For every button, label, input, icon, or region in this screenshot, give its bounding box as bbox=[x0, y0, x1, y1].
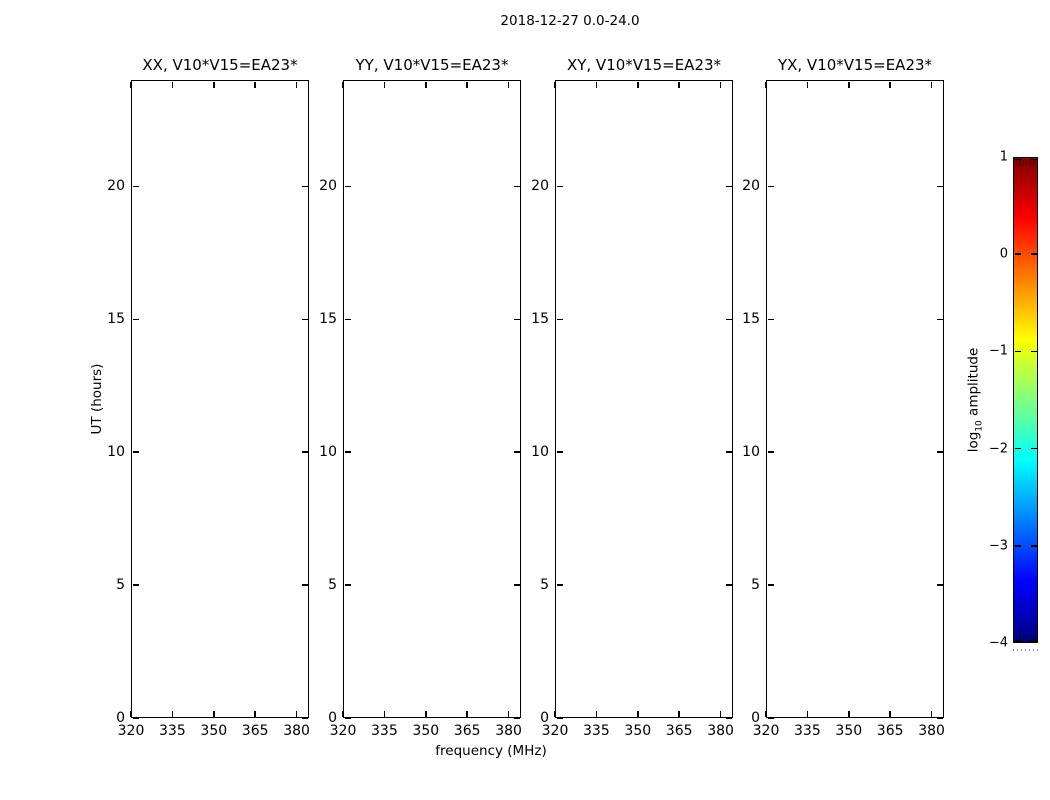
x-tick-mark bbox=[554, 82, 556, 88]
x-tick-mark bbox=[130, 711, 132, 717]
y-tick-label: 15 bbox=[107, 311, 125, 328]
x-tick-mark bbox=[384, 711, 386, 717]
subplot-xy-title: XY, V10*V15=EA23* bbox=[566, 56, 722, 74]
colorbar-tick-label: 1 bbox=[999, 149, 1008, 165]
y-tick-mark bbox=[302, 584, 308, 586]
y-tick-mark bbox=[302, 186, 308, 188]
y-tick-label: 10 bbox=[319, 444, 337, 461]
y-tick-mark bbox=[133, 319, 139, 321]
y-tick-label: 15 bbox=[742, 311, 760, 328]
x-tick-mark bbox=[720, 711, 722, 717]
x-tick-mark bbox=[296, 82, 298, 88]
subplot-xx-axes-frame bbox=[131, 80, 309, 718]
y-tick-label: 20 bbox=[107, 178, 125, 195]
colorbar-tick-mark bbox=[1031, 159, 1037, 161]
y-tick-mark bbox=[557, 584, 563, 586]
y-tick-mark bbox=[514, 451, 520, 453]
x-tick-mark bbox=[213, 82, 215, 88]
x-tick-label: 365 bbox=[876, 723, 904, 739]
y-tick-mark bbox=[726, 186, 732, 188]
x-tick-mark bbox=[931, 711, 933, 717]
x-tick-mark bbox=[889, 711, 891, 717]
y-tick-label: 0 bbox=[116, 710, 125, 726]
x-tick-mark bbox=[342, 82, 344, 88]
x-tick-mark bbox=[254, 82, 256, 88]
x-tick-mark bbox=[130, 82, 132, 88]
x-tick-mark bbox=[765, 711, 767, 717]
x-tick-mark bbox=[637, 711, 639, 717]
subplot-xx-title: XX, V10*V15=EA23* bbox=[142, 56, 298, 74]
y-tick-mark bbox=[557, 186, 563, 188]
x-tick-label: 335 bbox=[583, 723, 610, 739]
x-tick-label: 350 bbox=[624, 723, 652, 739]
y-tick-mark bbox=[768, 186, 774, 188]
y-tick-label: 10 bbox=[531, 444, 549, 461]
colorbar-label-prefix: log bbox=[965, 431, 982, 453]
y-tick-mark bbox=[133, 186, 139, 188]
y-tick-label: 20 bbox=[319, 178, 337, 195]
y-tick-mark bbox=[937, 717, 943, 719]
subplot-xy-axes-frame bbox=[555, 80, 733, 718]
y-tick-mark bbox=[768, 717, 774, 719]
colorbar-tick-mark bbox=[1015, 640, 1021, 642]
colorbar-label-suffix: amplitude bbox=[965, 347, 982, 421]
x-tick-mark bbox=[848, 82, 850, 88]
subplot-xx bbox=[107, 56, 310, 739]
y-tick-mark bbox=[345, 186, 351, 188]
x-tick-mark bbox=[848, 711, 850, 717]
x-tick-label: 365 bbox=[665, 723, 693, 739]
y-tick-mark bbox=[937, 451, 943, 453]
x-tick-mark bbox=[596, 711, 598, 717]
x-tick-mark bbox=[172, 711, 174, 717]
y-tick-mark bbox=[302, 717, 308, 719]
colorbar-tick-mark bbox=[1031, 351, 1037, 353]
x-tick-mark bbox=[425, 711, 427, 717]
x-tick-mark bbox=[678, 711, 680, 717]
x-tick-mark bbox=[637, 82, 639, 88]
subplot-yx bbox=[742, 56, 945, 739]
x-tick-mark bbox=[342, 711, 344, 717]
y-tick-label: 5 bbox=[751, 577, 760, 594]
colorbar-tick-mark bbox=[1015, 545, 1021, 547]
x-tick-mark bbox=[807, 82, 809, 88]
colorbar-label bbox=[966, 348, 985, 453]
y-tick-label: 20 bbox=[742, 178, 760, 195]
y-tick-mark bbox=[726, 451, 732, 453]
x-tick-label: 350 bbox=[200, 723, 228, 739]
colorbar-tick-mark bbox=[1031, 545, 1037, 547]
x-tick-mark bbox=[254, 711, 256, 717]
colorbar-tick-mark bbox=[1015, 351, 1021, 353]
colorbar-tick-label: −3 bbox=[988, 538, 1008, 554]
y-tick-mark bbox=[345, 319, 351, 321]
y-tick-label: 5 bbox=[116, 577, 125, 594]
colorbar-gradient bbox=[1013, 157, 1038, 643]
y-tick-label: 15 bbox=[319, 311, 337, 328]
x-tick-mark bbox=[466, 82, 468, 88]
y-tick-mark bbox=[768, 584, 774, 586]
y-tick-mark bbox=[726, 584, 732, 586]
y-tick-mark bbox=[133, 451, 139, 453]
y-tick-label: 15 bbox=[531, 311, 549, 328]
x-tick-mark bbox=[765, 82, 767, 88]
colorbar bbox=[988, 149, 1038, 651]
x-tick-label: 365 bbox=[453, 723, 481, 739]
y-tick-mark bbox=[557, 319, 563, 321]
y-tick-label: 10 bbox=[107, 444, 125, 461]
x-tick-label: 320 bbox=[752, 723, 780, 739]
y-tick-label: 0 bbox=[751, 710, 760, 726]
x-tick-mark bbox=[807, 711, 809, 717]
x-tick-label: 335 bbox=[159, 723, 186, 739]
y-tick-label: 5 bbox=[540, 577, 549, 594]
x-tick-mark bbox=[466, 711, 468, 717]
subplot-yy bbox=[319, 56, 522, 739]
subplot-yy-title: YY, V10*V15=EA23* bbox=[355, 56, 509, 74]
x-tick-label: 335 bbox=[794, 723, 821, 739]
colorbar-tick-label: −2 bbox=[988, 441, 1008, 457]
x-tick-mark bbox=[508, 711, 510, 717]
x-tick-mark bbox=[720, 82, 722, 88]
x-tick-label: 380 bbox=[707, 723, 734, 739]
colorbar-tick-mark bbox=[1031, 448, 1037, 450]
x-tick-label: 380 bbox=[495, 723, 522, 739]
y-tick-mark bbox=[302, 319, 308, 321]
x-axis-label: frequency (MHz) bbox=[435, 743, 547, 759]
colorbar-tick-mark bbox=[1015, 253, 1021, 255]
subplot-xy bbox=[531, 56, 734, 739]
x-tick-label: 380 bbox=[283, 723, 310, 739]
x-tick-label: 320 bbox=[117, 723, 145, 739]
y-tick-mark bbox=[937, 319, 943, 321]
colorbar-bottom-dotted-line bbox=[1013, 649, 1038, 651]
y-tick-label: 5 bbox=[328, 577, 337, 594]
x-tick-label: 380 bbox=[918, 723, 945, 739]
x-tick-mark bbox=[296, 711, 298, 717]
x-tick-label: 320 bbox=[541, 723, 569, 739]
figure-title: 2018-12-27 0.0-24.0 bbox=[500, 13, 640, 29]
y-tick-mark bbox=[514, 319, 520, 321]
y-tick-label: 0 bbox=[328, 710, 337, 726]
y-tick-mark bbox=[768, 319, 774, 321]
colorbar-tick-label: 0 bbox=[999, 246, 1008, 262]
x-tick-label: 335 bbox=[371, 723, 398, 739]
colorbar-tick-label: −4 bbox=[988, 635, 1008, 651]
colorbar-top-comb-marks bbox=[1016, 160, 1036, 166]
y-tick-mark bbox=[514, 584, 520, 586]
colorbar-tick-mark bbox=[1015, 159, 1021, 161]
y-axis-label: UT (hours) bbox=[89, 363, 105, 435]
y-tick-mark bbox=[768, 451, 774, 453]
x-tick-label: 320 bbox=[329, 723, 357, 739]
y-tick-mark bbox=[937, 584, 943, 586]
y-tick-mark bbox=[345, 584, 351, 586]
colorbar-tick-label: −1 bbox=[988, 343, 1008, 359]
x-tick-mark bbox=[213, 711, 215, 717]
x-tick-mark bbox=[384, 82, 386, 88]
subplot-yx-axes-frame bbox=[766, 80, 944, 718]
x-tick-mark bbox=[172, 82, 174, 88]
colorbar-tick-mark bbox=[1015, 448, 1021, 450]
x-tick-mark bbox=[889, 82, 891, 88]
x-tick-mark bbox=[554, 711, 556, 717]
x-tick-mark bbox=[425, 82, 427, 88]
y-tick-mark bbox=[726, 319, 732, 321]
x-tick-label: 350 bbox=[412, 723, 440, 739]
x-tick-label: 365 bbox=[241, 723, 269, 739]
y-tick-mark bbox=[302, 451, 308, 453]
y-tick-mark bbox=[133, 717, 139, 719]
y-tick-mark bbox=[937, 186, 943, 188]
colorbar-label-subscript: 10 bbox=[974, 420, 985, 432]
x-tick-mark bbox=[596, 82, 598, 88]
y-tick-mark bbox=[133, 584, 139, 586]
y-tick-label: 20 bbox=[531, 178, 549, 195]
y-tick-mark bbox=[514, 717, 520, 719]
x-tick-label: 350 bbox=[835, 723, 863, 739]
y-tick-mark bbox=[726, 717, 732, 719]
subplot-yx-title: YX, V10*V15=EA23* bbox=[777, 56, 933, 74]
y-tick-mark bbox=[514, 186, 520, 188]
y-tick-mark bbox=[557, 717, 563, 719]
subplot-yy-axes-frame bbox=[343, 80, 521, 718]
y-tick-label: 0 bbox=[540, 710, 549, 726]
x-tick-mark bbox=[678, 82, 680, 88]
x-tick-mark bbox=[931, 82, 933, 88]
x-tick-mark bbox=[508, 82, 510, 88]
colorbar-tick-mark bbox=[1031, 253, 1037, 255]
y-tick-mark bbox=[557, 451, 563, 453]
y-tick-mark bbox=[345, 717, 351, 719]
y-tick-label: 10 bbox=[742, 444, 760, 461]
colorbar-tick-mark bbox=[1031, 640, 1037, 642]
y-tick-mark bbox=[345, 451, 351, 453]
